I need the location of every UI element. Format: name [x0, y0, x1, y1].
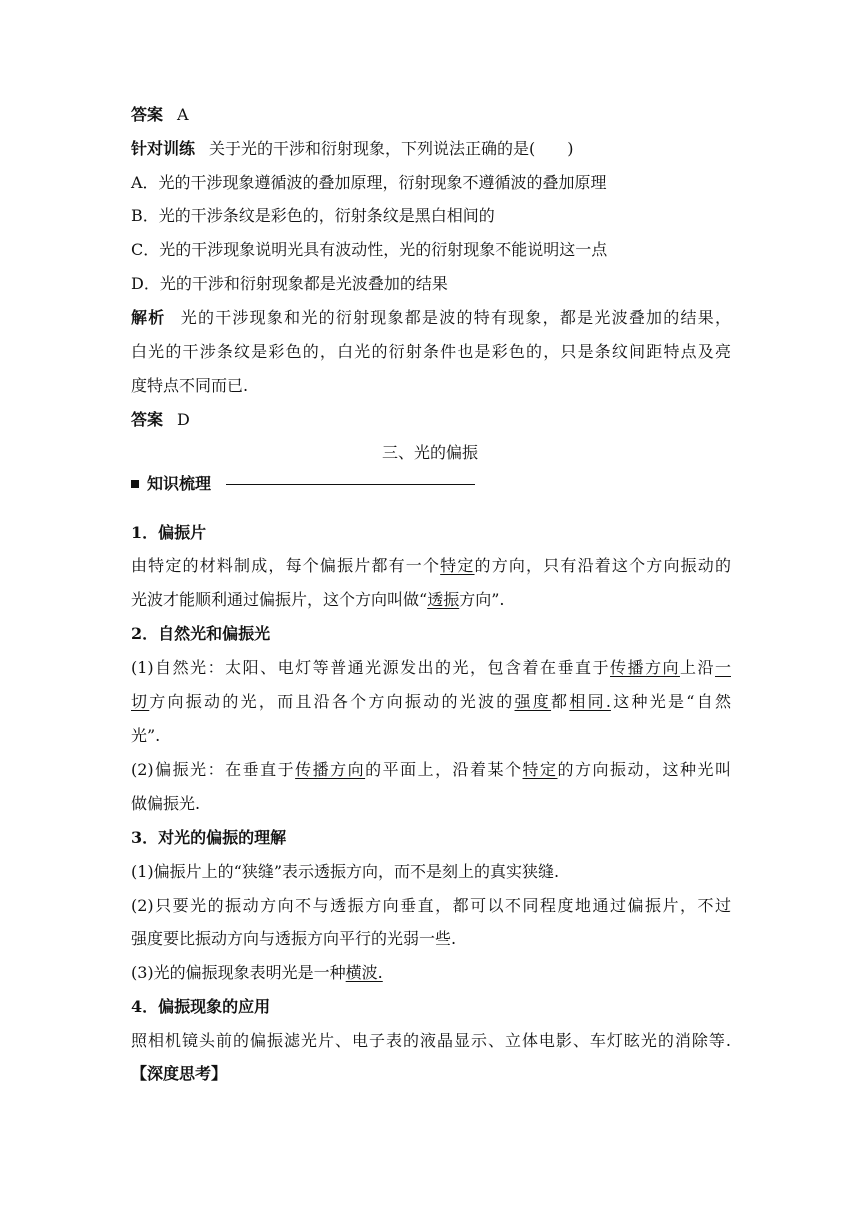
- option-c: C．光的干涉现象说明光具有波动性，光的衍射现象不能说明这一点: [131, 240, 608, 259]
- analysis-line-1: [131, 308, 731, 328]
- p2-underlined: 强度: [514, 692, 552, 711]
- p2-underlined: 传播方向: [610, 658, 680, 677]
- option-b: B．光的干涉条纹是彩色的，衍射条纹是黑白相间的: [131, 206, 495, 225]
- option-d: D．光的干涉和衍射现象都是光波叠加的结果: [131, 274, 448, 293]
- square-bullet-icon: [131, 480, 139, 488]
- p2-text: 上沿: [679, 658, 715, 677]
- p1-line-1: [131, 556, 731, 576]
- section-rule: [226, 484, 475, 485]
- answer-value: D: [177, 410, 190, 429]
- p2-text: (2)偏振光：在垂直于: [131, 760, 296, 779]
- option-a: A．光的干涉现象遵循波的叠加原理，衍射现象不遵循波的叠加原理: [131, 173, 607, 192]
- p4-heading: 4．偏振现象的应用: [131, 997, 271, 1016]
- p2-natural-line-1: [131, 658, 731, 678]
- p1-heading: 1．偏振片: [131, 523, 207, 542]
- analysis-label: 解析: [131, 308, 166, 327]
- p2-natural-line-2: [131, 692, 731, 712]
- p3-heading: 3．对光的偏振的理解: [131, 828, 287, 847]
- p2-natural-line-3: 光”.: [131, 726, 161, 745]
- p3-text: (3)光的偏振现象表明光是一种: [131, 963, 346, 982]
- p2-text: 的平面上，沿着某个: [365, 760, 523, 779]
- drill-question: [131, 139, 731, 159]
- p3-item-1: (1)偏振片上的“狭缝”表示透振方向，而不是刻上的真实狭缝.: [131, 862, 560, 881]
- p1-line-2: [131, 590, 731, 610]
- p2-underlined: 传播方向: [295, 760, 366, 779]
- p1-underlined: 特定: [440, 556, 475, 575]
- p2-polarized-line-2: 做偏振光.: [131, 794, 201, 813]
- p2-underlined: 切: [131, 692, 150, 711]
- p2-underlined: 相同.: [569, 692, 611, 711]
- analysis-line-3: 度特点不同而已.: [131, 376, 249, 395]
- drill-label: 针对训练: [131, 139, 196, 158]
- p3-underlined: 横波.: [345, 963, 383, 982]
- p2-underlined: 一: [714, 658, 731, 677]
- deep-think-heading: 【深度思考】: [131, 1064, 228, 1083]
- drill-answer: [131, 410, 731, 430]
- p2-heading: 2．自然光和偏振光: [131, 624, 271, 643]
- p1-text: 方向”.: [459, 590, 505, 609]
- p3-item-3: [131, 963, 731, 983]
- p2-text: 方向振动的光，而且沿各个方向振动的光波的: [149, 692, 515, 711]
- q1-answer: [131, 105, 731, 125]
- p2-underlined: 特定: [522, 760, 558, 779]
- p1-text: 光波才能顺利通过偏振片，这个方向叫做“: [131, 590, 428, 609]
- p2-text: (1)自然光：太阳、电灯等普通光源发出的光，包含着在垂直于: [131, 658, 610, 677]
- p2-text: 这种光是“自然: [610, 692, 731, 711]
- drill-blank-close: ): [567, 139, 574, 158]
- section-heading: 三、光的偏振: [381, 443, 478, 462]
- drill-question-text: 关于光的干涉和衍射现象，下列说法正确的是(: [209, 139, 536, 158]
- p4-text: 照相机镜头前的偏振滤光片、电子表的液晶显示、立体电影、车灯眩光的消除等.: [131, 1031, 731, 1050]
- knowledge-label: 知识梳理: [147, 474, 212, 493]
- analysis-line-2: 白光的干涉条纹是彩色的，白光的衍射条件也是彩色的，只是条纹间距特点及亮: [131, 342, 731, 361]
- p2-polarized-line-1: [131, 760, 731, 780]
- answer-value: A: [177, 105, 189, 124]
- answer-label: 答案: [131, 410, 164, 429]
- p1-underlined: 透振: [427, 590, 460, 609]
- p1-text: 由特定的材料制成，每个偏振片都有一个: [131, 556, 441, 575]
- analysis-text-1: 光的干涉现象和光的衍射现象都是波的特有现象，都是光波叠加的结果，: [179, 308, 731, 327]
- p2-text: 的方向振动，这种光叫: [557, 760, 731, 779]
- knowledge-section-bar: [131, 474, 491, 494]
- p2-text: 都: [551, 692, 570, 711]
- answer-label: 答案: [131, 105, 164, 124]
- p1-text: 的方向，只有沿着这个方向振动的: [474, 556, 731, 575]
- p3-item-2-line-2: 强度要比振动方向与透振方向平行的光弱一些.: [131, 929, 457, 948]
- p3-item-2-line-1: (2)只要光的振动方向不与透振方向垂直，都可以不同程度地通过偏振片，不过: [131, 896, 731, 915]
